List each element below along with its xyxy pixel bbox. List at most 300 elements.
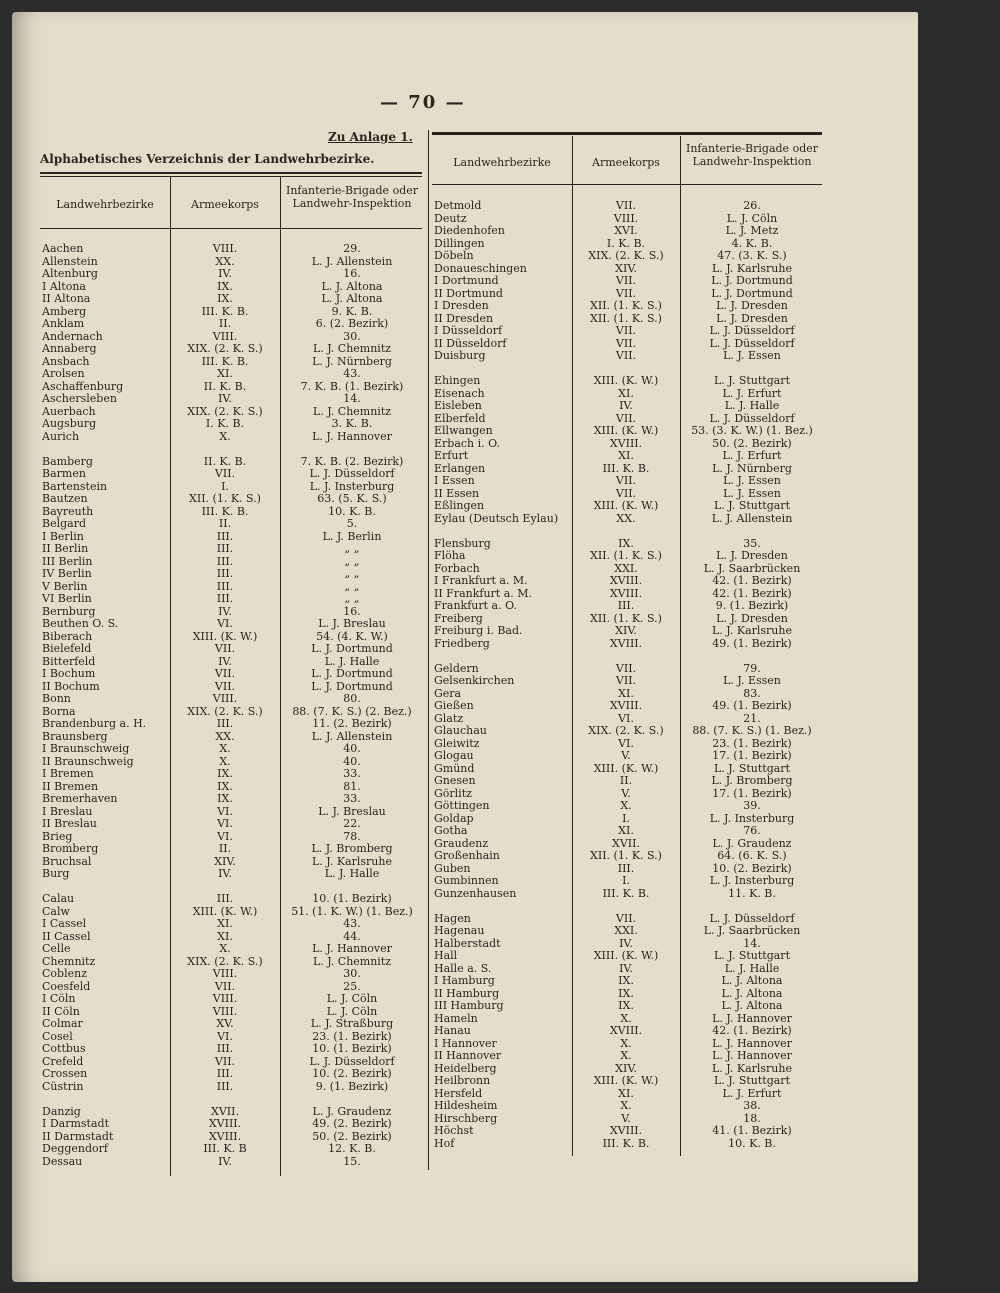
right-cell-bezirk: II Hamburg <box>434 987 500 1000</box>
left-cell-bezirk: Colmar <box>42 1018 83 1030</box>
left-cell-korps: IV. <box>218 868 232 880</box>
right-cell-korps: XXI. <box>614 562 638 575</box>
right-cell-korps: XI. <box>618 687 634 700</box>
left-cell-korps: IX. <box>217 280 233 293</box>
left-cell-korps <box>172 443 278 456</box>
left-cell-korps: VIII. <box>212 1005 238 1018</box>
left-cell-brigade: L. J. Hannover <box>312 943 392 955</box>
right-cell-brigade: 26. <box>743 200 761 212</box>
right-cell-korps: XVIII. <box>609 700 643 712</box>
left-cell-brigade: 40. <box>343 755 361 768</box>
left-cell-brigade: 43. <box>343 368 361 380</box>
left-cell-bezirk: Coesfeld <box>42 980 91 993</box>
left-cell-bezirk: Bromberg <box>42 843 99 855</box>
left-cell-korps: VIII. <box>212 693 238 705</box>
right-cell-brigade: L. J. Stuttgart <box>713 375 790 387</box>
left-cell-bezirk: Brandenburg a. H. <box>42 718 147 730</box>
left-cell-brigade: 30. <box>343 968 361 980</box>
left-cell-brigade: 33. <box>343 793 361 805</box>
right-cell-brigade: L. J. Saarbrücken <box>703 562 801 575</box>
left-cell-korps: XIX. (2. K. S.) <box>187 343 263 355</box>
right-cell-brigade <box>682 900 822 913</box>
left-cell-brigade: „ „ <box>344 568 360 580</box>
right-cell-korps: XII. (1. K. S.) <box>590 300 662 312</box>
right-brigade-column <box>682 200 822 1150</box>
left-cell-korps: X. <box>219 943 231 955</box>
right-cell-brigade: L. J. Dortmund <box>711 287 793 300</box>
right-cell-bezirk: Erfurt <box>434 450 469 462</box>
right-cell-brigade: L. J. Altona <box>721 987 783 1000</box>
left-cell-brigade: L. J. Graudenz <box>312 1105 392 1118</box>
right-cell-brigade: 21. <box>743 712 761 725</box>
left-cell-bezirk: Cottbus <box>42 1043 86 1055</box>
left-cell-bezirk: Danzig <box>42 1105 81 1118</box>
left-cell-korps: VII. <box>214 980 236 993</box>
left-cell-bezirk: Bremerhaven <box>42 793 118 805</box>
right-cell-bezirk: Elberfeld <box>434 412 486 425</box>
right-cell-bezirk: I Essen <box>434 475 475 487</box>
right-cell-korps: VII. <box>615 662 637 675</box>
left-cell-bezirk: I Bremen <box>42 768 94 780</box>
right-cell-korps: XII. (1. K. S.) <box>590 612 662 625</box>
left-cell-brigade: L. J. Dortmund <box>311 680 393 693</box>
right-cell-korps: X. <box>620 800 632 812</box>
right-cell-korps: XVIII. <box>609 1025 643 1037</box>
left-cell-brigade: 15. <box>343 1155 361 1168</box>
left-cell-korps: III. <box>216 593 234 605</box>
left-cell-korps: III. <box>216 718 234 730</box>
left-cell-brigade: L. J. Chemnitz <box>312 405 392 418</box>
left-cell-korps: VI. <box>217 830 233 843</box>
left-header-bezirk: Landwehrbezirke <box>56 198 154 211</box>
left-cell-brigade: 10. (1. Bezirk) <box>312 893 392 905</box>
right-cell-korps: XIII. (K. W.) <box>593 950 659 962</box>
left-cell-korps: III. <box>216 530 234 543</box>
right-cell-bezirk: I Dortmund <box>434 275 499 287</box>
right-cell-korps <box>574 363 678 376</box>
left-cell-bezirk: Braunsberg <box>42 730 108 743</box>
left-cell-korps: VII. <box>214 468 236 480</box>
left-cell-brigade: 81. <box>343 780 361 793</box>
right-cell-brigade: 42. (1. Bezirk) <box>712 1025 792 1037</box>
right-cell-bezirk: Forbach <box>434 562 480 575</box>
left-cell-korps: VIII. <box>212 330 238 343</box>
right-cell-bezirk: Glauchau <box>434 725 487 737</box>
right-cell-korps: V. <box>621 1112 631 1125</box>
left-cell-brigade: 10. (1. Bezirk) <box>312 1043 392 1055</box>
left-cell-brigade: 11. (2. Bezirk) <box>312 718 392 730</box>
left-cell-korps: II. K. B. <box>203 380 247 393</box>
right-cell-korps <box>574 900 678 913</box>
left-cell-bezirk: Cosel <box>42 1030 73 1043</box>
left-cell-bezirk: Annaberg <box>42 343 97 355</box>
right-cell-bezirk: Detmold <box>434 200 482 212</box>
left-cell-brigade: 33. <box>343 768 361 780</box>
right-cell-bezirk: Ehingen <box>434 375 481 387</box>
right-cell-korps: I. <box>622 875 630 887</box>
right-cell-brigade: L. J. Halle <box>724 400 780 412</box>
left-cell-korps: III. <box>216 1080 234 1093</box>
right-cell-brigade: L. J. Erfurt <box>722 1087 782 1100</box>
right-cell-brigade: L. J. Metz <box>725 225 779 237</box>
left-cell-korps: III. <box>216 568 234 580</box>
right-cell-korps: VII. <box>615 275 637 287</box>
right-cell-bezirk: Ellwangen <box>434 425 493 437</box>
right-cell-brigade: L. J. Saarbrücken <box>703 925 801 937</box>
right-cell-brigade: 47. (3. K. S.) <box>717 250 787 262</box>
right-cell-korps: XI. <box>618 450 634 462</box>
left-cell-brigade: 43. <box>343 918 361 930</box>
right-cell-brigade: 42. (1. Bezirk) <box>712 587 792 600</box>
right-cell-korps: XVIII. <box>609 1125 643 1137</box>
left-cell-korps: III. <box>216 1068 234 1080</box>
right-cell-brigade: 4. K. B. <box>731 237 773 250</box>
right-cell-brigade: 17. (1. Bezirk) <box>712 750 792 762</box>
right-cell-bezirk: Halberstadt <box>434 937 501 950</box>
right-cell-bezirk: Halle a. S. <box>434 962 492 975</box>
left-cell-brigade: 16. <box>343 268 361 280</box>
right-cell-brigade: L. J. Karlsruhe <box>712 625 792 637</box>
left-top-rule-2 <box>40 176 422 177</box>
right-cell-korps: VII. <box>615 287 637 300</box>
right-cell-korps: IV. <box>619 962 633 975</box>
right-cell-bezirk: Großenhain <box>434 850 500 862</box>
right-cell-bezirk: Erbach i. O. <box>434 437 501 450</box>
right-cell-korps: XIII. (K. W.) <box>593 762 659 775</box>
right-cell-brigade: L. J. Essen <box>723 475 781 487</box>
right-cell-korps: XII. (1. K. S.) <box>590 550 662 562</box>
right-divider-1 <box>572 136 573 1156</box>
left-cell-brigade: L. J. Halle <box>324 868 380 880</box>
right-cell-korps: XIX. (2. K. S.) <box>588 250 664 262</box>
left-cell-korps: X. <box>219 743 231 755</box>
right-cell-brigade: L. J. Düsseldorf <box>709 412 795 425</box>
left-cell-korps: XIV. <box>214 855 236 868</box>
left-cell-bezirk: Bruchsal <box>42 855 92 868</box>
left-cell-korps: XIX. (2. K. S.) <box>187 705 263 718</box>
left-cell-brigade: 88. (7. K. S.) (2. Bez.) <box>292 705 412 718</box>
left-cell-bezirk: III Berlin <box>42 555 93 568</box>
right-cell-brigade: 14. <box>743 937 761 950</box>
right-cell-brigade: 83. <box>743 687 761 700</box>
right-cell-bezirk: II Dresden <box>434 312 494 325</box>
right-cell-brigade: L. J. Essen <box>723 675 781 687</box>
right-cell-bezirk: Glatz <box>434 712 464 725</box>
left-cell-brigade: 54. (4. K. W.) <box>316 630 388 643</box>
left-cell-bezirk: Aschersleben <box>42 393 117 405</box>
right-cell-korps: VII. <box>615 487 637 500</box>
right-cell-brigade <box>682 650 822 663</box>
left-cell-korps: XV. <box>216 1018 234 1030</box>
right-cell-korps: XVI. <box>614 225 638 237</box>
left-cell-korps: VI. <box>217 618 233 630</box>
left-cell-bezirk: Beuthen O. S. <box>42 618 119 630</box>
right-cell-korps: I. <box>622 812 630 825</box>
right-cell-korps: VII. <box>615 412 637 425</box>
right-cell-bezirk <box>434 650 570 663</box>
right-cell-brigade: L. J. Erfurt <box>722 387 782 400</box>
left-cell-brigade: 51. (1. K. W.) (1. Bez.) <box>291 905 413 918</box>
left-header-rule <box>40 228 422 229</box>
left-cell-korps: III. <box>216 893 234 905</box>
right-cell-korps: VI. <box>618 712 634 725</box>
right-top-rule <box>432 132 822 135</box>
right-cell-brigade: L. J. Dresden <box>716 550 788 562</box>
right-cell-brigade: L. J. Hannover <box>712 1037 792 1050</box>
right-cell-bezirk <box>434 363 570 376</box>
left-cell-brigade: L. J. Chemnitz <box>312 343 392 355</box>
right-cell-bezirk: I Hamburg <box>434 975 495 987</box>
left-cell-bezirk: II Bochum <box>42 680 100 693</box>
left-cell-korps: IX. <box>217 293 233 305</box>
right-cell-korps: I. K. B. <box>606 237 646 250</box>
left-cell-brigade: L. J. Altona <box>321 293 383 305</box>
right-cell-korps: V. <box>621 787 631 800</box>
right-cell-brigade: L. J. Karlsruhe <box>712 262 792 275</box>
left-cell-korps: XVIII. <box>208 1130 242 1143</box>
left-cell-korps: III. K. B. <box>201 355 249 368</box>
left-cell-korps: XI. <box>217 930 233 943</box>
right-cell-brigade: L. J. Dortmund <box>711 275 793 287</box>
left-cell-bezirk: Bartenstein <box>42 480 108 493</box>
right-cell-korps: IV. <box>619 400 633 412</box>
right-cell-korps: III. <box>617 600 635 612</box>
left-cell-bezirk: Bamberg <box>42 455 93 468</box>
left-cell-brigade: 49. (2. Bezirk) <box>312 1118 392 1130</box>
left-cell-bezirk: Bonn <box>42 693 71 705</box>
left-cell-bezirk: I Altona <box>42 280 86 293</box>
left-cell-bezirk: Bitterfeld <box>42 655 96 668</box>
right-cell-brigade: L. J. Stuttgart <box>713 500 790 512</box>
left-cell-bezirk: Arolsen <box>42 368 85 380</box>
left-cell-korps: VII. <box>214 668 236 680</box>
left-cell-bezirk: Barmen <box>42 468 86 480</box>
left-cell-korps: VI. <box>217 805 233 818</box>
right-cell-bezirk: Duisburg <box>434 350 486 362</box>
right-cell-bezirk: Döbeln <box>434 250 474 262</box>
right-cell-brigade: 17. (1. Bezirk) <box>712 787 792 800</box>
right-cell-bezirk: Frankfurt a. O. <box>434 600 517 612</box>
right-cell-brigade: 88. (7. K. S.) (1. Bez.) <box>692 725 812 737</box>
right-cell-korps: III. K. B. <box>602 1137 650 1150</box>
right-cell-korps: XIII. (K. W.) <box>593 375 659 387</box>
left-cell-korps: II. <box>218 843 232 855</box>
right-cell-bezirk: Eylau (Deutsch Eylau) <box>434 512 559 525</box>
left-cell-brigade: „ „ <box>344 580 360 593</box>
left-cell-bezirk: Crossen <box>42 1068 88 1080</box>
right-cell-brigade: L. J. Stuttgart <box>713 1075 790 1087</box>
left-cell-brigade: L. J. Cöln <box>326 1005 378 1018</box>
left-cell-brigade: L. J. Düsseldorf <box>309 468 395 480</box>
left-cell-korps: III. <box>216 580 234 593</box>
right-cell-korps: XIV. <box>615 262 637 275</box>
left-cell-korps: XX. <box>215 730 235 743</box>
right-cell-korps: IX. <box>618 975 634 987</box>
left-cell-brigade: L. J. Bromberg <box>311 843 393 855</box>
left-cell-brigade: L. J. Karlsruhe <box>312 855 392 868</box>
left-cell-bezirk: II Bremen <box>42 780 99 793</box>
right-cell-bezirk: Dillingen <box>434 237 485 250</box>
right-cell-korps: XVII. <box>612 837 640 850</box>
right-cell-brigade: 10. K. B. <box>728 1137 776 1150</box>
right-cell-bezirk: Hagen <box>434 912 471 925</box>
right-cell-korps: X. <box>620 1012 632 1025</box>
left-cell-korps: IV. <box>218 605 232 618</box>
right-cell-brigade: 49. (1. Bezirk) <box>712 637 792 650</box>
left-cell-brigade: 22. <box>343 818 361 830</box>
right-header-rule <box>432 184 822 185</box>
right-cell-brigade: L. J. Altona <box>721 1000 783 1012</box>
left-cell-brigade: 63. (5. K. S.) <box>317 493 387 505</box>
left-cell-bezirk: Calau <box>42 893 75 905</box>
right-cell-bezirk: Gießen <box>434 700 474 712</box>
left-cell-bezirk: I Braunschweig <box>42 743 130 755</box>
left-cell-korps: XVIII. <box>208 1118 242 1130</box>
left-cell-brigade: „ „ <box>344 593 360 605</box>
right-cell-brigade: L. J. Düsseldorf <box>709 325 795 337</box>
right-cell-korps: XI. <box>618 387 634 400</box>
right-cell-korps: XVIII. <box>609 437 643 450</box>
right-header-bezirk: Landwehrbezirke <box>453 156 551 169</box>
right-cell-bezirk: I Dresden <box>434 300 489 312</box>
right-cell-korps: VI. <box>618 737 634 750</box>
right-cell-korps: XVIII. <box>609 575 643 587</box>
right-cell-brigade: 11. K. B. <box>728 887 776 900</box>
right-cell-brigade <box>682 525 822 538</box>
right-cell-bezirk: Glogau <box>434 750 474 762</box>
right-cell-brigade: 41. (1. Bezirk) <box>712 1125 792 1137</box>
right-cell-brigade: L. J. Düsseldorf <box>709 912 795 925</box>
right-cell-korps: VII. <box>615 475 637 487</box>
right-cell-brigade: L. J. Nürnberg <box>712 462 792 475</box>
left-cell-brigade: L. J. Allenstein <box>311 255 393 268</box>
right-cell-brigade: L. J. Essen <box>723 487 781 500</box>
left-cell-bezirk: Burg <box>42 868 70 880</box>
left-cell-korps: IX. <box>217 780 233 793</box>
left-cell-bezirk: I Berlin <box>42 530 84 543</box>
left-cell-bezirk: II Breslau <box>42 818 97 830</box>
right-cell-korps: V. <box>621 750 631 762</box>
right-cell-korps: VII. <box>615 200 637 212</box>
left-cell-korps: XI. <box>217 918 233 930</box>
left-cell-bezirk: Altenburg <box>42 268 98 280</box>
right-cell-bezirk: Gnesen <box>434 775 476 787</box>
left-cell-brigade: L. J. Breslau <box>318 805 386 818</box>
left-cell-brigade: L. J. Nürnberg <box>312 355 392 368</box>
right-cell-korps: VII. <box>615 337 637 350</box>
right-cell-bezirk: Hildesheim <box>434 1100 498 1112</box>
right-cell-bezirk: Göttingen <box>434 800 490 812</box>
right-cell-korps <box>574 650 678 663</box>
left-cell-bezirk <box>42 443 168 456</box>
left-cell-bezirk: Chemnitz <box>42 955 96 968</box>
left-cell-bezirk <box>42 1093 168 1106</box>
right-cell-brigade <box>682 363 822 376</box>
right-cell-brigade: L. J. Hannover <box>712 1012 792 1025</box>
right-cell-bezirk: Gera <box>434 687 462 700</box>
right-cell-bezirk: Gotha <box>434 825 468 837</box>
left-cell-korps: VIII. <box>212 243 238 255</box>
left-cell-korps: IX. <box>217 768 233 780</box>
right-cell-bezirk: Gelsenkirchen <box>434 675 515 687</box>
left-cell-bezirk: Crefeld <box>42 1055 84 1068</box>
left-cell-brigade: L. J. Insterburg <box>309 480 395 493</box>
right-cell-korps: VII. <box>615 675 637 687</box>
right-cell-brigade: 35. <box>743 537 761 550</box>
right-cell-korps: III. K. B. <box>602 887 650 900</box>
left-cell-brigade: 10. (2. Bezirk) <box>312 1068 392 1080</box>
left-cell-korps: II. <box>218 518 232 530</box>
right-cell-brigade: 9. (1. Bezirk) <box>715 600 789 612</box>
right-cell-brigade: 49. (1. Bezirk) <box>712 700 792 712</box>
left-cell-bezirk: II Berlin <box>42 543 89 555</box>
left-cell-korps: III. K. B. <box>201 505 249 518</box>
left-cell-bezirk: Calw <box>42 905 70 918</box>
right-bezirk-column <box>434 200 570 1150</box>
right-cell-brigade: 76. <box>743 825 761 837</box>
left-cell-korps: VIII. <box>212 968 238 980</box>
left-cell-brigade: L. J. Düsseldorf <box>309 1055 395 1068</box>
left-cell-bezirk: I Cassel <box>42 918 87 930</box>
left-cell-bezirk <box>42 881 168 894</box>
left-cell-brigade: 10. K. B. <box>328 505 376 518</box>
left-cell-korps: X. <box>219 755 231 768</box>
right-cell-korps: X. <box>620 1050 632 1062</box>
right-cell-bezirk: Graudenz <box>434 837 489 850</box>
left-top-rule <box>40 172 422 174</box>
left-cell-bezirk: Amberg <box>42 305 87 318</box>
right-cell-korps: X. <box>620 1100 632 1112</box>
left-cell-bezirk: Augsburg <box>42 418 97 430</box>
right-cell-bezirk: Eßlingen <box>434 500 485 512</box>
left-cell-brigade: L. J. Cöln <box>326 993 378 1005</box>
left-divider-1 <box>170 176 171 1176</box>
left-cell-brigade: 6. (2. Bezirk) <box>315 318 389 330</box>
left-cell-bezirk: Biberach <box>42 630 93 643</box>
left-cell-bezirk: II Cassel <box>42 930 91 943</box>
right-cell-korps: XIV. <box>615 625 637 637</box>
left-divider-2 <box>280 176 281 1176</box>
right-korps-column <box>574 200 678 1150</box>
left-cell-bezirk: Andernach <box>42 330 103 343</box>
left-cell-bezirk: Anklam <box>42 318 85 330</box>
right-cell-bezirk: Görlitz <box>434 787 472 800</box>
right-cell-bezirk: Donaueschingen <box>434 262 527 275</box>
right-cell-korps: III. K. B. <box>602 462 650 475</box>
left-cell-korps: XI. <box>217 368 233 380</box>
left-cell-korps: IV. <box>218 268 232 280</box>
left-cell-bezirk: Cüstrin <box>42 1080 84 1093</box>
left-cell-brigade: 7. K. B. (1. Bezirk) <box>300 380 404 393</box>
left-cell-bezirk: IV Berlin <box>42 568 92 580</box>
right-cell-korps: VII. <box>615 912 637 925</box>
left-cell-brigade: 9. (1. Bezirk) <box>315 1080 389 1093</box>
right-cell-bezirk: Eisleben <box>434 400 482 412</box>
center-divider <box>428 130 429 1170</box>
right-cell-bezirk: Erlangen <box>434 462 486 475</box>
right-cell-korps: XI. <box>618 1087 634 1100</box>
left-cell-brigade: 80. <box>343 693 361 705</box>
right-cell-bezirk: Gleiwitz <box>434 737 480 750</box>
right-cell-bezirk: Heilbronn <box>434 1075 491 1087</box>
right-cell-bezirk: III Hamburg <box>434 1000 504 1012</box>
left-cell-korps: III. K. B <box>203 1143 247 1155</box>
right-cell-brigade: L. J. Allenstein <box>711 512 793 525</box>
left-cell-bezirk: Bielefeld <box>42 643 92 655</box>
left-cell-brigade: 14. <box>343 393 361 405</box>
left-cell-bezirk: Aachen <box>42 243 84 255</box>
left-cell-brigade: 16. <box>343 605 361 618</box>
